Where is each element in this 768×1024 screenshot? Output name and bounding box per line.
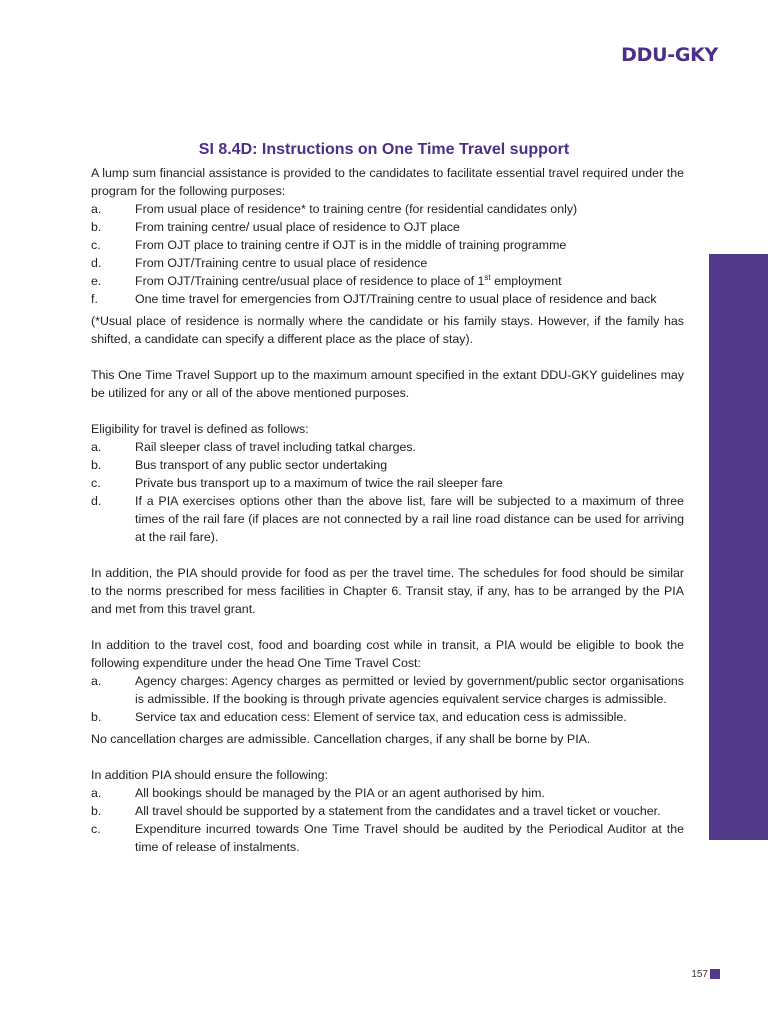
list-marker: a. xyxy=(91,202,102,216)
list-item-text: Expenditure incurred towards One Time Travel should be audited by the Periodical Auditor at the time of release of instalments. xyxy=(135,822,684,854)
list-marker: b. xyxy=(91,710,102,724)
list-item xyxy=(91,272,684,290)
list-item-text: Rail sleeper class of travel including tatkal charges. xyxy=(135,440,416,454)
list-item-text: Service tax and education cess: Element of service tax, and education cess is admissible. xyxy=(135,710,627,724)
ensure-intro: In addition PIA should ensure the following: xyxy=(91,768,328,782)
purposes-list xyxy=(91,200,684,308)
side-accent-bar xyxy=(709,254,768,840)
document-body xyxy=(91,164,684,856)
list-item xyxy=(91,218,684,236)
list-item-text: From OJT place to training centre if OJT is in the middle of training programme xyxy=(135,238,567,252)
list-item xyxy=(91,708,684,726)
list-item-text: Bus transport of any public sector undertaking xyxy=(135,458,388,472)
page-title: SI 8.4D: Instructions on One Time Travel support xyxy=(198,140,570,158)
list-item xyxy=(91,438,684,456)
page-number-marker xyxy=(710,969,720,979)
list-item xyxy=(91,492,684,546)
list-marker: a. xyxy=(91,674,102,688)
cancellation-paragraph: No cancellation charges are admissible. Cancellation charges, if any shall be borne by PIA. xyxy=(91,732,591,746)
list-item-text: All bookings should be managed by the PIA or an agent authorised by him. xyxy=(135,786,545,800)
list-item-text: From usual place of residence* to training centre (for residential candidates only) xyxy=(135,202,578,216)
list-item-text: If a PIA exercises options other than the above list, fare will be subjected to a maximum of three times of the rail fare (if places are not connected by a rail line road distance can be used for arriving at the rail fare). xyxy=(135,494,684,544)
eligibility-intro: Eligibility for travel is defined as follows: xyxy=(91,422,309,436)
list-marker: e. xyxy=(91,274,102,288)
list-marker: f. xyxy=(91,292,98,306)
list-marker: b. xyxy=(91,220,102,234)
list-item-text: One time travel for emergencies from OJT/Training centre to usual place of residence and back xyxy=(135,292,657,306)
list-marker: b. xyxy=(91,804,102,818)
list-item xyxy=(91,254,684,272)
ensure-list xyxy=(91,784,684,856)
list-item-text: From OJT/Training centre/usual place of residence to place of 1st employment xyxy=(135,272,562,288)
list-item-text: Private bus transport up to a maximum of twice the rail sleeper fare xyxy=(135,476,503,490)
list-marker: c. xyxy=(91,822,101,836)
list-marker: c. xyxy=(91,238,101,252)
intro-paragraph: A lump sum financial assistance is provided to the candidates to facilitate essential travel required under the program for the following purposes: xyxy=(91,166,684,198)
support-paragraph: This One Time Travel Support up to the maximum amount specified in the extant DDU-GKY guidelines may be utilized for any or all of the above mentioned purposes. xyxy=(91,368,684,400)
food-paragraph: In addition, the PIA should provide for food as per the travel time. The schedules for food should be similar to the norms prescribed for mess facilities in Chapter 6. Transit stay, if any, has to be arranged by the PIA and met from this travel grant. xyxy=(91,566,684,616)
list-item xyxy=(91,290,684,308)
list-marker: a. xyxy=(91,440,102,454)
list-item xyxy=(91,474,684,492)
list-item-text: Agency charges: Agency charges as permitted or levied by government/public sector organisations is admissible. If the booking is through private agencies equivalent service charges is admissible. xyxy=(135,674,684,706)
list-marker: a. xyxy=(91,786,102,800)
eligibility-list xyxy=(91,438,684,546)
list-marker: c. xyxy=(91,476,101,490)
list-marker: d. xyxy=(91,256,102,270)
list-item xyxy=(91,820,684,856)
list-item-text: From OJT/Training centre to usual place of residence xyxy=(135,256,428,270)
list-item xyxy=(91,456,684,474)
expenditure-intro: In addition to the travel cost, food and boarding cost while in transit, a PIA would be eligible to book the following expenditure under the head One Time Travel Cost: xyxy=(91,638,684,670)
list-item xyxy=(91,200,684,218)
list-item xyxy=(91,802,684,820)
list-marker: d. xyxy=(91,494,102,508)
list-item-text: From training centre/ usual place of residence to OJT place xyxy=(135,220,460,234)
list-item xyxy=(91,672,684,708)
list-item xyxy=(91,784,684,802)
list-item xyxy=(91,236,684,254)
list-item-text: All travel should be supported by a statement from the candidates and a travel ticket or voucher. xyxy=(135,804,661,818)
expenditure-list xyxy=(91,672,684,726)
page-number: 157 xyxy=(691,969,708,980)
note-paragraph: (*Usual place of residence is normally where the candidate or his family stays. However, if the family has shifted, a candidate can specify a different place as the place of stay). xyxy=(91,314,684,346)
list-marker: b. xyxy=(91,458,102,472)
ddu-gky-logo: DDU-GKY xyxy=(621,44,718,66)
